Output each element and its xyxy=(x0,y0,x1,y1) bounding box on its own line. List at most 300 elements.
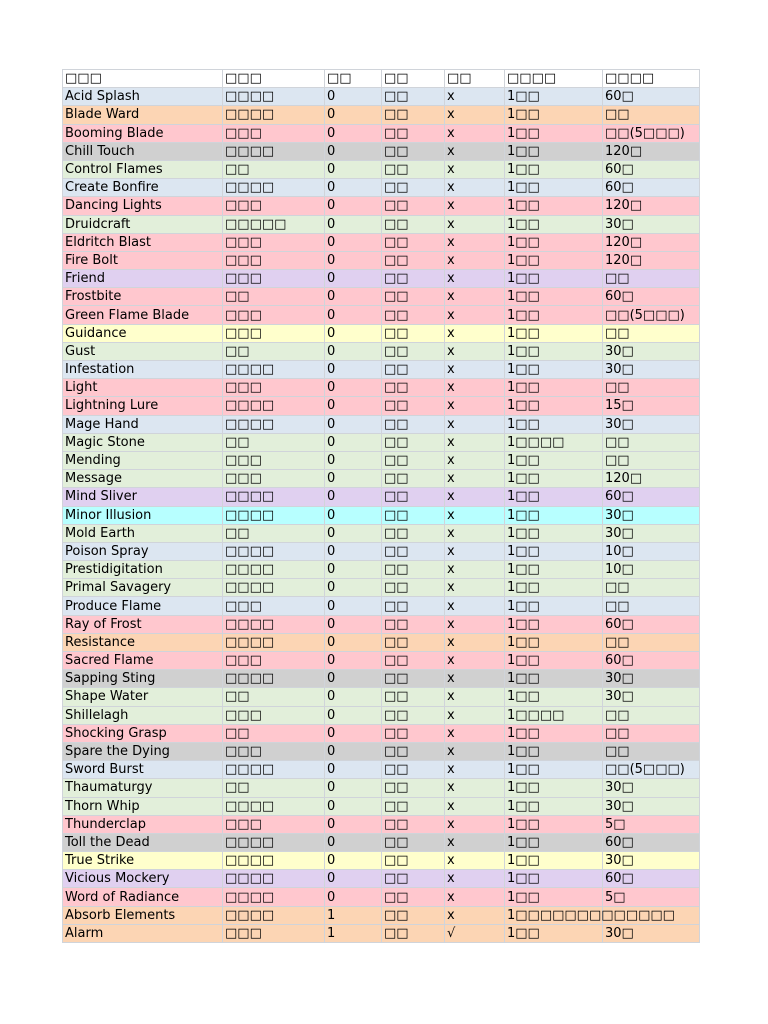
cell-casting[interactable]: 1□□ xyxy=(505,88,603,106)
cell-casting[interactable]: 1□□ xyxy=(505,761,603,779)
cell-ritual[interactable]: x xyxy=(445,579,505,597)
cell-name[interactable]: Eldritch Blast xyxy=(63,233,223,251)
cell-ritual[interactable]: x xyxy=(445,361,505,379)
cell-ritual[interactable]: x xyxy=(445,179,505,197)
cell-ritual[interactable]: x xyxy=(445,597,505,615)
cell-name[interactable]: Resistance xyxy=(63,633,223,651)
cell-level[interactable]: 0 xyxy=(325,561,382,579)
cell-name[interactable]: Shape Water xyxy=(63,688,223,706)
cell-ritual[interactable]: x xyxy=(445,106,505,124)
cell-name[interactable]: Guidance xyxy=(63,324,223,342)
cell-range[interactable]: □□ xyxy=(603,597,700,615)
cell-name[interactable]: Mage Hand xyxy=(63,415,223,433)
cell-range[interactable]: □□(5□□□) xyxy=(603,306,700,324)
cell-time[interactable]: □□ xyxy=(382,706,445,724)
cell-ritual[interactable]: x xyxy=(445,397,505,415)
cell-casting[interactable]: 1□□ xyxy=(505,924,603,942)
cell-name[interactable]: Primal Savagery xyxy=(63,579,223,597)
cell-casting[interactable]: 1□□ xyxy=(505,197,603,215)
cell-school[interactable]: □□□ xyxy=(223,470,325,488)
cell-ritual[interactable]: x xyxy=(445,506,505,524)
cell-school[interactable]: □□ xyxy=(223,288,325,306)
cell-time[interactable]: □□ xyxy=(382,906,445,924)
cell-casting[interactable]: 1□□ xyxy=(505,160,603,178)
cell-time[interactable]: □□ xyxy=(382,160,445,178)
header-cell-range[interactable]: □□□□ xyxy=(603,70,700,88)
cell-name[interactable]: Prestidigitation xyxy=(63,561,223,579)
cell-school[interactable]: □□□ xyxy=(223,233,325,251)
cell-range[interactable]: □□ xyxy=(603,724,700,742)
cell-name[interactable]: Infestation xyxy=(63,361,223,379)
cell-level[interactable]: 0 xyxy=(325,488,382,506)
cell-school[interactable]: □□□ xyxy=(223,815,325,833)
cell-name[interactable]: Mind Sliver xyxy=(63,488,223,506)
cell-casting[interactable]: 1□□ xyxy=(505,215,603,233)
cell-level[interactable]: 0 xyxy=(325,415,382,433)
cell-school[interactable]: □□□□ xyxy=(223,888,325,906)
cell-casting[interactable]: 1□□ xyxy=(505,288,603,306)
cell-casting[interactable]: 1□□ xyxy=(505,142,603,160)
cell-time[interactable]: □□ xyxy=(382,688,445,706)
cell-school[interactable]: □□□□ xyxy=(223,833,325,851)
cell-ritual[interactable]: x xyxy=(445,724,505,742)
cell-level[interactable]: 0 xyxy=(325,379,382,397)
cell-range[interactable]: 10□ xyxy=(603,561,700,579)
cell-level[interactable]: 0 xyxy=(325,524,382,542)
cell-casting[interactable]: 1□□ xyxy=(505,615,603,633)
cell-name[interactable]: Green Flame Blade xyxy=(63,306,223,324)
cell-school[interactable]: □□□□ xyxy=(223,615,325,633)
cell-time[interactable]: □□ xyxy=(382,761,445,779)
cell-casting[interactable]: 1□□ xyxy=(505,470,603,488)
cell-level[interactable]: 0 xyxy=(325,251,382,269)
cell-range[interactable]: 10□ xyxy=(603,542,700,560)
cell-name[interactable]: Word of Radiance xyxy=(63,888,223,906)
cell-ritual[interactable]: x xyxy=(445,561,505,579)
cell-range[interactable]: 30□ xyxy=(603,415,700,433)
cell-school[interactable]: □□□□ xyxy=(223,670,325,688)
cell-range[interactable]: 60□ xyxy=(603,488,700,506)
cell-name[interactable]: Shillelagh xyxy=(63,706,223,724)
cell-time[interactable]: □□ xyxy=(382,142,445,160)
cell-time[interactable]: □□ xyxy=(382,724,445,742)
cell-name[interactable]: Control Flames xyxy=(63,160,223,178)
cell-ritual[interactable]: x xyxy=(445,633,505,651)
cell-name[interactable]: Poison Spray xyxy=(63,542,223,560)
cell-school[interactable]: □□□ xyxy=(223,451,325,469)
cell-casting[interactable]: 1□□ xyxy=(505,597,603,615)
cell-school[interactable]: □□□ xyxy=(223,706,325,724)
cell-name[interactable]: Minor Illusion xyxy=(63,506,223,524)
cell-school[interactable]: □□□□ xyxy=(223,361,325,379)
cell-time[interactable]: □□ xyxy=(382,742,445,760)
cell-time[interactable]: □□ xyxy=(382,852,445,870)
cell-level[interactable]: 0 xyxy=(325,342,382,360)
cell-level[interactable]: 0 xyxy=(325,506,382,524)
cell-casting[interactable]: 1□□ xyxy=(505,306,603,324)
cell-range[interactable]: □□ xyxy=(603,742,700,760)
cell-name[interactable]: Light xyxy=(63,379,223,397)
cell-level[interactable]: 0 xyxy=(325,160,382,178)
cell-level[interactable]: 0 xyxy=(325,597,382,615)
cell-time[interactable]: □□ xyxy=(382,815,445,833)
cell-time[interactable]: □□ xyxy=(382,361,445,379)
cell-range[interactable]: 60□ xyxy=(603,160,700,178)
cell-time[interactable]: □□ xyxy=(382,124,445,142)
cell-range[interactable]: □□ xyxy=(603,106,700,124)
cell-name[interactable]: Thorn Whip xyxy=(63,797,223,815)
cell-school[interactable]: □□□□ xyxy=(223,906,325,924)
cell-range[interactable]: 30□ xyxy=(603,797,700,815)
cell-ritual[interactable]: x xyxy=(445,852,505,870)
cell-casting[interactable]: 1□□ xyxy=(505,724,603,742)
cell-ritual[interactable]: x xyxy=(445,215,505,233)
cell-time[interactable]: □□ xyxy=(382,106,445,124)
cell-name[interactable]: Frostbite xyxy=(63,288,223,306)
cell-time[interactable]: □□ xyxy=(382,233,445,251)
cell-school[interactable]: □□□□ xyxy=(223,797,325,815)
cell-time[interactable]: □□ xyxy=(382,342,445,360)
cell-school[interactable]: □□□□ xyxy=(223,397,325,415)
cell-school[interactable]: □□□ xyxy=(223,742,325,760)
cell-level[interactable]: 0 xyxy=(325,197,382,215)
cell-name[interactable]: Gust xyxy=(63,342,223,360)
header-cell-time[interactable]: □□ xyxy=(382,70,445,88)
cell-range[interactable]: 30□ xyxy=(603,779,700,797)
cell-casting[interactable]: 1□□ xyxy=(505,451,603,469)
cell-level[interactable]: 0 xyxy=(325,324,382,342)
cell-range[interactable]: □□ xyxy=(603,579,700,597)
cell-ritual[interactable]: x xyxy=(445,306,505,324)
cell-name[interactable]: Lightning Lure xyxy=(63,397,223,415)
cell-casting[interactable]: 1□□ xyxy=(505,415,603,433)
cell-range[interactable]: 30□ xyxy=(603,924,700,942)
cell-ritual[interactable]: x xyxy=(445,270,505,288)
header-cell-school[interactable]: □□□ xyxy=(223,70,325,88)
cell-school[interactable]: □□□ xyxy=(223,197,325,215)
cell-casting[interactable]: 1□□ xyxy=(505,251,603,269)
cell-time[interactable]: □□ xyxy=(382,670,445,688)
cell-school[interactable]: □□□ xyxy=(223,597,325,615)
cell-name[interactable]: Dancing Lights xyxy=(63,197,223,215)
cell-casting[interactable]: 1□□ xyxy=(505,579,603,597)
cell-range[interactable]: □□ xyxy=(603,706,700,724)
cell-name[interactable]: Sacred Flame xyxy=(63,652,223,670)
cell-time[interactable]: □□ xyxy=(382,488,445,506)
cell-ritual[interactable]: x xyxy=(445,88,505,106)
cell-casting[interactable]: 1□□ xyxy=(505,361,603,379)
cell-school[interactable]: □□□□ xyxy=(223,142,325,160)
cell-school[interactable]: □□□□ xyxy=(223,488,325,506)
cell-school[interactable]: □□□ xyxy=(223,306,325,324)
cell-school[interactable]: □□□ xyxy=(223,652,325,670)
cell-ritual[interactable]: x xyxy=(445,797,505,815)
header-cell-ritual[interactable]: □□ xyxy=(445,70,505,88)
cell-school[interactable]: □□□□ xyxy=(223,852,325,870)
cell-level[interactable]: 0 xyxy=(325,888,382,906)
cell-casting[interactable]: 1□□ xyxy=(505,342,603,360)
cell-school[interactable]: □□□□□ xyxy=(223,215,325,233)
cell-range[interactable]: □□ xyxy=(603,633,700,651)
cell-level[interactable]: 0 xyxy=(325,142,382,160)
cell-time[interactable]: □□ xyxy=(382,306,445,324)
cell-ritual[interactable]: x xyxy=(445,433,505,451)
cell-level[interactable]: 0 xyxy=(325,852,382,870)
cell-level[interactable]: 0 xyxy=(325,451,382,469)
cell-level[interactable]: 0 xyxy=(325,724,382,742)
cell-ritual[interactable]: x xyxy=(445,524,505,542)
cell-casting[interactable]: 1□□ xyxy=(505,106,603,124)
cell-range[interactable]: 120□ xyxy=(603,251,700,269)
cell-ritual[interactable]: x xyxy=(445,652,505,670)
cell-range[interactable]: 120□ xyxy=(603,197,700,215)
cell-level[interactable]: 0 xyxy=(325,106,382,124)
cell-name[interactable]: Mending xyxy=(63,451,223,469)
cell-level[interactable]: 0 xyxy=(325,88,382,106)
cell-casting[interactable]: 1□□□□ xyxy=(505,433,603,451)
cell-level[interactable]: 0 xyxy=(325,579,382,597)
cell-casting[interactable]: 1□□ xyxy=(505,870,603,888)
cell-time[interactable]: □□ xyxy=(382,524,445,542)
cell-school[interactable]: □□□ xyxy=(223,270,325,288)
cell-level[interactable]: 0 xyxy=(325,833,382,851)
cell-casting[interactable]: 1□□ xyxy=(505,652,603,670)
cell-ritual[interactable]: x xyxy=(445,288,505,306)
cell-casting[interactable]: 1□□ xyxy=(505,397,603,415)
cell-name[interactable]: Alarm xyxy=(63,924,223,942)
cell-time[interactable]: □□ xyxy=(382,652,445,670)
cell-name[interactable]: True Strike xyxy=(63,852,223,870)
cell-level[interactable]: 0 xyxy=(325,742,382,760)
cell-level[interactable]: 0 xyxy=(325,270,382,288)
cell-ritual[interactable]: x xyxy=(445,870,505,888)
cell-time[interactable]: □□ xyxy=(382,633,445,651)
cell-name[interactable]: Thaumaturgy xyxy=(63,779,223,797)
cell-casting[interactable]: 1□□ xyxy=(505,633,603,651)
cell-ritual[interactable]: x xyxy=(445,379,505,397)
cell-level[interactable]: 0 xyxy=(325,652,382,670)
cell-time[interactable]: □□ xyxy=(382,924,445,942)
cell-ritual[interactable]: x xyxy=(445,124,505,142)
cell-time[interactable]: □□ xyxy=(382,597,445,615)
cell-range[interactable]: 120□ xyxy=(603,142,700,160)
cell-level[interactable]: 0 xyxy=(325,433,382,451)
cell-name[interactable]: Blade Ward xyxy=(63,106,223,124)
cell-range[interactable]: □□ xyxy=(603,379,700,397)
cell-ritual[interactable]: x xyxy=(445,197,505,215)
cell-name[interactable]: Thunderclap xyxy=(63,815,223,833)
cell-ritual[interactable]: x xyxy=(445,688,505,706)
cell-level[interactable]: 0 xyxy=(325,124,382,142)
cell-time[interactable]: □□ xyxy=(382,888,445,906)
cell-time[interactable]: □□ xyxy=(382,415,445,433)
cell-time[interactable]: □□ xyxy=(382,433,445,451)
cell-range[interactable]: 30□ xyxy=(603,215,700,233)
cell-ritual[interactable]: x xyxy=(445,742,505,760)
cell-school[interactable]: □□ xyxy=(223,724,325,742)
cell-ritual[interactable]: x xyxy=(445,251,505,269)
cell-name[interactable]: Acid Splash xyxy=(63,88,223,106)
cell-school[interactable]: □□□ xyxy=(223,379,325,397)
cell-range[interactable]: 30□ xyxy=(603,506,700,524)
cell-casting[interactable]: 1□□ xyxy=(505,324,603,342)
cell-range[interactable]: 120□ xyxy=(603,233,700,251)
cell-time[interactable]: □□ xyxy=(382,88,445,106)
cell-casting[interactable]: 1□□ xyxy=(505,270,603,288)
cell-level[interactable]: 0 xyxy=(325,361,382,379)
cell-casting[interactable]: 1□□ xyxy=(505,779,603,797)
cell-level[interactable]: 0 xyxy=(325,306,382,324)
cell-name[interactable]: Vicious Mockery xyxy=(63,870,223,888)
cell-name[interactable]: Sword Burst xyxy=(63,761,223,779)
cell-casting[interactable]: 1□□ xyxy=(505,797,603,815)
cell-school[interactable]: □□□ xyxy=(223,324,325,342)
cell-casting[interactable]: 1□□ xyxy=(505,561,603,579)
cell-level[interactable]: 0 xyxy=(325,815,382,833)
cell-casting[interactable]: 1□□ xyxy=(505,233,603,251)
cell-range[interactable]: 60□ xyxy=(603,652,700,670)
cell-school[interactable]: □□□□ xyxy=(223,579,325,597)
cell-range[interactable]: 30□ xyxy=(603,688,700,706)
cell-time[interactable]: □□ xyxy=(382,779,445,797)
cell-level[interactable]: 0 xyxy=(325,633,382,651)
cell-level[interactable]: 0 xyxy=(325,397,382,415)
cell-name[interactable]: Druidcraft xyxy=(63,215,223,233)
cell-casting[interactable]: 1□□ xyxy=(505,542,603,560)
cell-school[interactable]: □□□□ xyxy=(223,179,325,197)
cell-ritual[interactable]: x xyxy=(445,779,505,797)
cell-school[interactable]: □□□□ xyxy=(223,106,325,124)
cell-level[interactable]: 0 xyxy=(325,761,382,779)
cell-casting[interactable]: 1□□ xyxy=(505,179,603,197)
cell-time[interactable]: □□ xyxy=(382,506,445,524)
cell-range[interactable]: 60□ xyxy=(603,288,700,306)
cell-name[interactable]: Ray of Frost xyxy=(63,615,223,633)
cell-school[interactable]: □□□□ xyxy=(223,761,325,779)
header-cell-casting[interactable]: □□□□ xyxy=(505,70,603,88)
cell-name[interactable]: Chill Touch xyxy=(63,142,223,160)
cell-name[interactable]: Sapping Sting xyxy=(63,670,223,688)
cell-ritual[interactable]: x xyxy=(445,342,505,360)
cell-school[interactable]: □□□ xyxy=(223,924,325,942)
cell-level[interactable]: 1 xyxy=(325,906,382,924)
cell-range[interactable]: 5□ xyxy=(603,888,700,906)
cell-level[interactable]: 0 xyxy=(325,870,382,888)
cell-school[interactable]: □□□□ xyxy=(223,542,325,560)
cell-casting[interactable]: 1□□ xyxy=(505,888,603,906)
cell-level[interactable]: 0 xyxy=(325,179,382,197)
cell-time[interactable]: □□ xyxy=(382,561,445,579)
cell-name[interactable]: Shocking Grasp xyxy=(63,724,223,742)
cell-casting[interactable]: 1□□□□ xyxy=(505,706,603,724)
cell-ritual[interactable]: x xyxy=(445,470,505,488)
cell-level[interactable]: 1 xyxy=(325,924,382,942)
cell-casting[interactable]: 1□□ xyxy=(505,688,603,706)
cell-level[interactable]: 0 xyxy=(325,797,382,815)
cell-school[interactable]: □□□□ xyxy=(223,415,325,433)
cell-level[interactable]: 0 xyxy=(325,233,382,251)
cell-school[interactable]: □□□ xyxy=(223,251,325,269)
cell-time[interactable]: □□ xyxy=(382,288,445,306)
cell-school[interactable]: □□□□ xyxy=(223,506,325,524)
cell-range[interactable]: □□(5□□□) xyxy=(603,761,700,779)
cell-ritual[interactable]: x xyxy=(445,160,505,178)
cell-school[interactable]: □□ xyxy=(223,779,325,797)
cell-school[interactable]: □□□□ xyxy=(223,561,325,579)
cell-name[interactable]: Absorb Elements xyxy=(63,906,223,924)
cell-school[interactable]: □□ xyxy=(223,524,325,542)
cell-range[interactable]: 60□ xyxy=(603,88,700,106)
cell-ritual[interactable]: x xyxy=(445,451,505,469)
cell-ritual[interactable]: x xyxy=(445,706,505,724)
cell-casting[interactable]: 1□□ xyxy=(505,670,603,688)
cell-casting[interactable]: 1□□ xyxy=(505,742,603,760)
cell-ritual[interactable]: x xyxy=(445,415,505,433)
cell-name[interactable]: Magic Stone xyxy=(63,433,223,451)
cell-level[interactable]: 0 xyxy=(325,779,382,797)
cell-ritual[interactable]: x xyxy=(445,542,505,560)
cell-casting[interactable]: 1□□ xyxy=(505,506,603,524)
cell-range[interactable]: 15□ xyxy=(603,397,700,415)
cell-casting[interactable]: 1□□ xyxy=(505,833,603,851)
cell-range[interactable]: 60□ xyxy=(603,179,700,197)
cell-time[interactable]: □□ xyxy=(382,179,445,197)
cell-time[interactable]: □□ xyxy=(382,470,445,488)
cell-time[interactable]: □□ xyxy=(382,270,445,288)
cell-ritual[interactable]: x xyxy=(445,615,505,633)
cell-ritual[interactable]: x xyxy=(445,670,505,688)
cell-time[interactable]: □□ xyxy=(382,197,445,215)
cell-name[interactable]: Message xyxy=(63,470,223,488)
cell-range[interactable]: 30□ xyxy=(603,524,700,542)
cell-school[interactable]: □□□□ xyxy=(223,633,325,651)
cell-ritual[interactable]: x xyxy=(445,761,505,779)
cell-casting[interactable]: 1□□□□□□□□□□□□□ xyxy=(505,906,603,924)
cell-casting[interactable]: 1□□ xyxy=(505,852,603,870)
cell-name[interactable]: Mold Earth xyxy=(63,524,223,542)
cell-level[interactable]: 0 xyxy=(325,688,382,706)
cell-level[interactable]: 0 xyxy=(325,470,382,488)
cell-range[interactable]: 30□ xyxy=(603,852,700,870)
cell-time[interactable]: □□ xyxy=(382,833,445,851)
cell-range[interactable]: 60□ xyxy=(603,870,700,888)
cell-ritual[interactable]: x xyxy=(445,233,505,251)
cell-school[interactable]: □□□ xyxy=(223,124,325,142)
cell-ritual[interactable]: x xyxy=(445,888,505,906)
cell-time[interactable]: □□ xyxy=(382,579,445,597)
cell-time[interactable]: □□ xyxy=(382,379,445,397)
cell-time[interactable]: □□ xyxy=(382,251,445,269)
header-cell-level[interactable]: □□ xyxy=(325,70,382,88)
cell-level[interactable]: 0 xyxy=(325,670,382,688)
cell-time[interactable]: □□ xyxy=(382,215,445,233)
cell-range[interactable]: □□ xyxy=(603,270,700,288)
cell-range[interactable]: 30□ xyxy=(603,342,700,360)
cell-school[interactable]: □□□□ xyxy=(223,88,325,106)
cell-ritual[interactable]: x xyxy=(445,906,505,924)
cell-range[interactable]: 30□ xyxy=(603,670,700,688)
cell-school[interactable]: □□ xyxy=(223,688,325,706)
cell-time[interactable]: □□ xyxy=(382,870,445,888)
cell-ritual[interactable]: x xyxy=(445,324,505,342)
cell-name[interactable]: Toll the Dead xyxy=(63,833,223,851)
cell-ritual[interactable]: x xyxy=(445,815,505,833)
cell-range[interactable]: 60□ xyxy=(603,833,700,851)
cell-range[interactable]: 60□ xyxy=(603,615,700,633)
header-cell-name[interactable]: □□□ xyxy=(63,70,223,88)
cell-school[interactable]: □□□□ xyxy=(223,870,325,888)
cell-casting[interactable]: 1□□ xyxy=(505,815,603,833)
